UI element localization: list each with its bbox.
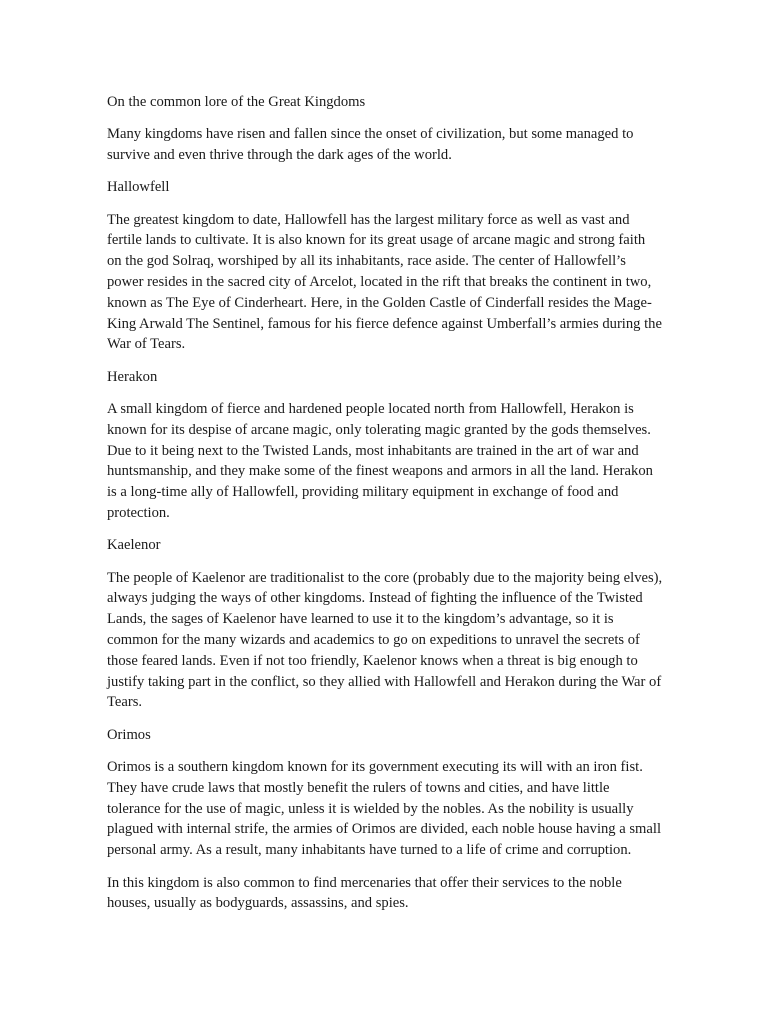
section-heading-kaelenor: Kaelenor — [107, 537, 161, 554]
document-title: On the common lore of the Great Kingdoms — [107, 94, 366, 110]
section-paragraph-orimos-mercenaries: In this kingdom is also common to find mercenaries that offer their services to the noble houses, usually as bodyguards, assassins, and spies. — [107, 874, 622, 912]
section-heading-orimos: Orimos — [107, 726, 151, 743]
section-paragraph-hallowfell: The greatest kingdom to date, Hallowfell has the largest military force as well as vast and fertile lands to cultivate. It is also known for its great usage of arcane magic and strong faith on the god Solraq, worshiped by all its inhabitants, race aside. The center of Hallowfell’s power resides in the sacred city of Arcelot, located in the rift that breaks the continent in two, known as The Eye of Cinderheart. Here, in the Golden Castle of Cinderfall resides the Mage-King Arwald The Sentinel, famous for his fierce defence against Umberfall’s armies during the War of Tears. — [107, 211, 662, 353]
intro-paragraph: Many kingdoms have risen and fallen since the onset of civilization, but some managed to survive and even thrive through the dark ages of the world. — [107, 126, 634, 164]
section-heading-hallowfell: Hallowfell — [107, 179, 170, 196]
section-paragraph-herakon: A small kingdom of fierce and hardened people located north from Hallowfell, Herakon is known for its despise of arcane magic, only tolerating magic granted by the gods themselves. Due to it being next to the Twisted Lands, most inhabitants are trained in the art of war and huntsmanship, and they make some of the finest weapons and armors in all the land. Herakon is a long-time ally of Hallowfell, providing military equipment in exchange of food and protection. — [107, 401, 653, 522]
document-page — [107, 92, 663, 926]
section-paragraph-kaelenor: The people of Kaelenor are traditionalist to the core (probably due to the majority being elves), always judging the ways of other kingdoms. Instead of fighting the influence of the Twisted Lands, the sages of Kaelenor have learned to use it to the kingdom’s advantage, so it is common for the many wizards and academics to go on expeditions to unravel the secrets of those feared lands. Even if not too friendly, Kaelenor knows when a threat is big enough to justify taking part in the conflict, so they allied with Hallowfell and Herakon during the War of Tears. — [107, 569, 663, 711]
section-heading-herakon: Herakon — [107, 368, 158, 385]
section-paragraph-orimos: Orimos is a southern kingdom known for its government executing its will with an iron fist. They have crude laws that mostly benefit the rulers of towns and cities, and have little tolerance for the use of magic, unless it is wielded by the nobles. As the nobility is usually plagued with internal strife, the armies of Orimos are divided, each noble house having a small personal army. As a result, many inhabitants have turned to a life of crime and corruption. — [107, 759, 661, 859]
